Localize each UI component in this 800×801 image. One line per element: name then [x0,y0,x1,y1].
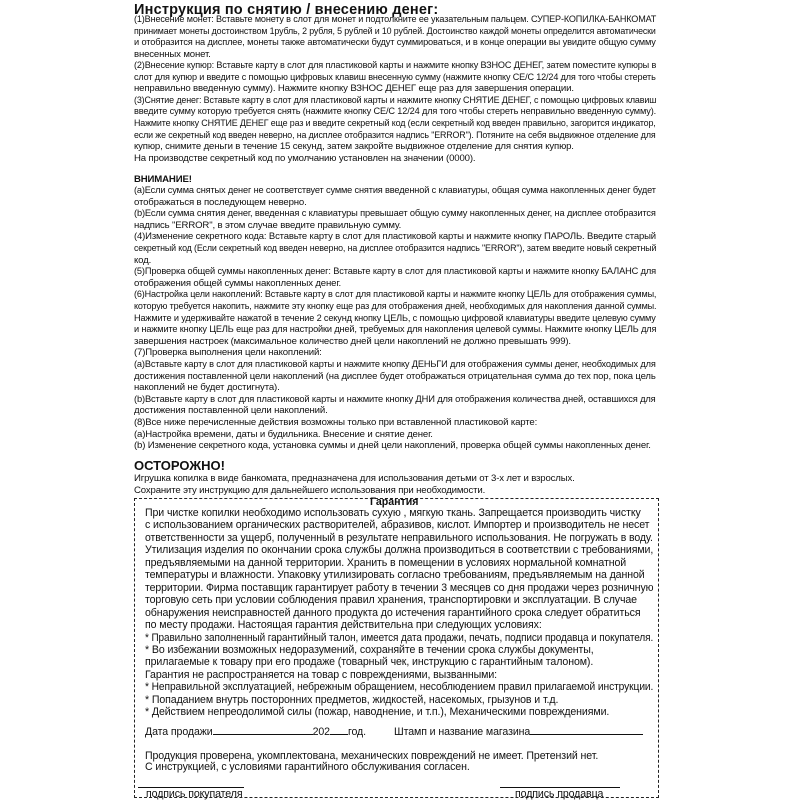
stamp-label: Штамп и название магазина [393,726,531,738]
seller-signature-label: подпись продавца [515,788,604,800]
sale-date-label: Дата продажи [145,726,213,738]
instructions-line: и отобразится на дисплее, монеты также автоматически будут суммироваться, и в конце операции вы увидите общую сумму [134,37,656,49]
warranty-line: прилагаемые к товару при его продаже (товарный чек, инструкцию с гарантийным талоном). [145,656,594,669]
warranty-line: * Попаданием внутрь посторонних предметов, жидкостей, насекомых, грызунов и т.д. [145,693,559,706]
warranty-line: ответственности за ущерб, полученный в результате неправильного использования. Не погружать в воду. [145,531,653,544]
warranty-line: * Правильно заполненный гарантийный талон, имеется дата продажи, печать, подписи продавца и покупателя. [145,631,654,644]
warranty-line: предъявляемыми на данной территории. Хранить в помещении в условиях нормальной комнатной [145,556,627,569]
warranty-line: температуры и влажности. Упаковку утилизировать согласно требованиям, предъявляемым на данной [145,569,645,582]
warranty-line: При чистке копилки необходимо использовать сухую , мягкую ткань. Запрещается производить чистку [145,507,641,519]
attention-line: (b)Вставьте карту в слот для пластиковой карты и нажмите кнопку ДНИ для отображения количества дней, оставшихся для [134,393,656,405]
year-field[interactable] [330,734,348,735]
attention-line: достижения поставленной цели накоплений (на дисплее будет отображаться отрицательная сумма до тех пор, пока цель [134,370,656,382]
attention-line: (4)Изменение секретного кода: Вставьте карту в слот для пластиковой карты и нажмите кнопку ПАРОЛЬ. Введите старый [134,231,656,243]
caution-heading: ОСТОРОЖНО! [134,458,225,473]
caution-line: Сохраните эту инструкцию для дальнейшего использования при необходимости. [134,484,486,496]
attention-line: Нажмите и удерживайте нажатой в течение 2 секунд кнопку ЦЕЛЬ, с помощью цифровой клавиатуры введите целевую сумму [134,312,656,324]
instructions-line: принимает монеты достоинством 1рубль, 2 рубля, 5 рублей и 10 рублей. Достоинство каждой монеты определится автоматически [134,25,656,37]
buyer-signature-label: подпись покупателя [146,788,243,800]
attention-line: (a)Настройка времени, даты и будильника. Внесение и снятие денег. [134,428,433,440]
warranty-line: территории. Фирма поставщик гарантирует работу в течении 3 месяцев со дня продажи через розничную [145,581,654,594]
attention-line: накоплений не будет достигнута). [134,382,280,394]
attention-line: завершения настроек (максимальное количество дней цели накоплений не должно превышать 999). [134,335,571,347]
instructions-line: неправильно введенную сумму). Нажмите кнопку ВЗНОС ДЕНЕГ еще раз для завершения операции. [134,83,574,95]
attention-heading: ВНИМАНИЕ! [134,174,192,185]
instructions-line: Нажмите кнопку СНЯТИЕ ДЕНЕГ еще раз и введите секретный код (если секретный код введен правильно, загорится индикатор, [134,117,656,129]
attention-line: отображаться в последующем неверно. [134,196,307,208]
warranty-line: обнаружения неисправностей данного продукта до истечения гарантийного срока следует обратиться [145,606,641,619]
stamp-field[interactable] [530,734,643,735]
attention-line: достижения поставленной цели накоплений. [134,405,328,417]
attention-line: (6)Настройка цели накоплений: Вставьте карту в слот для пластиковой карты и нажмите кнопку ЦЕЛЬ для отображения суммы, [134,289,657,301]
attention-line: и нажмите кнопку ЦЕЛЬ еще раз для настройки дней, требуемых для накопления целевой суммы. Нажмите кнопку ЦЕЛЬ для [134,324,657,336]
attention-line: надпись "ERROR", в этом случае введите правильную сумму. [134,219,402,231]
attention-line: (7)Проверка выполнения цели накоплений: [134,347,322,359]
warranty-line: * Во избежании возможных недоразумений, сохраняйте в течении срока службы документы, [145,643,594,656]
attention-line: (5)Проверка общей суммы накопленных денег: Вставьте карту в слот для пластиковой карты и нажмите кнопку БАЛАНС для [134,266,656,278]
warranty-line: торговую сеть при условии соблюдения правил хранения, транспортировки и эксплуатации. В случае [145,594,637,607]
sale-date-suffix: год. [347,726,366,738]
instructions-line: слот для купюр и введите с помощью цифровых клавиш внесенную сумму (нажмите кнопку CE/C 12/24 для того чтобы стереть [134,71,656,83]
attention-line: которую требуется накопить, нажмите эту кнопку еще раз для отображения дней, необходимых для накопления данной суммы. [134,301,657,312]
warranty-line: по месту продажи. Настоящая гарантия действительна при следующих условиях: [145,619,542,632]
instructions-line: если же секретный код введен неверно, на дисплее отобразится надпись "ERROR"). Потяните на себя выдвижное отделение для [134,129,656,141]
warranty-line: * Действием непреодолимой силы (пожар, наводнение, и т.п.), Механическими повреждениями. [145,706,610,719]
attention-line: (8)Все ниже перечисленные действия возможны только при вставленной пластиковой карте: [134,417,538,428]
attention-line: (a)Если сумма снятых денег не соответствует сумме снятия введенной с клавиатуры, общая сумма накопленных денег будет [134,185,656,196]
instructions-line: На производстве секретный код по умолчанию установлен на значении (0000). [134,152,476,164]
instructions-line: (2)Внесение купюр: Вставьте карту в слот для пластиковой карты и нажмите кнопку ВЗНОС ДЕНЕГ, затем поместите купюры в [134,60,657,72]
instruction-title: Инструкция по снятию / внесению денег: [134,2,439,18]
instructions-line: внесенных монет. [134,48,211,60]
attention-line: отображения общей суммы накопленных денег. [134,277,342,289]
warranty-line: * Неправильной эксплуатацией, небрежным обращением, несоблюдением правил прилагаемой инструкции. [145,681,654,694]
sale-date-field[interactable] [213,734,313,735]
attention-line: секретный код (Если секретный код введен неверно, на дисплее отобразится надпись "ERROR"), затем введите новый секретный [134,243,657,254]
warranty-line: с использованием органических растворителей, абразивов, кислот. Импортер и производитель не несет [145,519,650,532]
checked-line: Продукция проверена, укомплектована, механических повреждений не имеет. Претензий нет. [145,750,599,762]
attention-line: код. [134,254,152,266]
warranty-line: Утилизация изделия по окончании срока службы должна производиться в соответствии с требованиями, [145,544,654,557]
instructions-line: (3)Снятие денег: Вставьте карту в слот для пластиковой карты и нажмите кнопку СНЯТИЕ ДЕНЕГ, с помощью цифровых клавиш [134,94,657,106]
attention-line: (b) Изменение секретного кода, установка суммы и дней цели накоплений, проверка общей суммы накопленных денег. [134,440,651,452]
attention-line: (a)Вставьте карту в слот для пластиковой карты и нажмите кнопку ДЕНЬГИ для отображения суммы денег, необходимых для [134,359,656,370]
sale-date-year: 202 [312,726,330,738]
instructions-line: (1)Внесение монет: Вставьте монету в слот для монет и подтолкните ее указательным пальцем. СУПЕР-КОПИЛКА-БАНКОМАТ [134,14,657,25]
instructions-line: купюр, снимите деньги в течение 15 секунд, затем закройте выдвижное отделение для снятия купюр. [134,141,574,153]
warranty-line: Гарантия не распространяется на товар с повреждениями, вызванными: [145,668,497,681]
attention-line: (b)Если сумма снятия денег, введенная с клавиатуры превышает общую сумму накопленных денег, на дисплее отобразится [134,208,656,220]
sale-date-row [145,726,643,739]
instructions-line: введите сумму которую требуется снять (нажмите кнопку CE/C 12/24 для того чтобы стереть неправильно введенную сумму). [134,106,657,118]
checked-line: С инструкцией, с условиями гарантийного обслуживания согласен. [145,761,470,773]
caution-line: Игрушка копилка в виде банкомата, предназначена для использования детьми от 3-х лет и взрослых. [134,473,575,484]
warranty-title: Гарантия [370,496,419,508]
